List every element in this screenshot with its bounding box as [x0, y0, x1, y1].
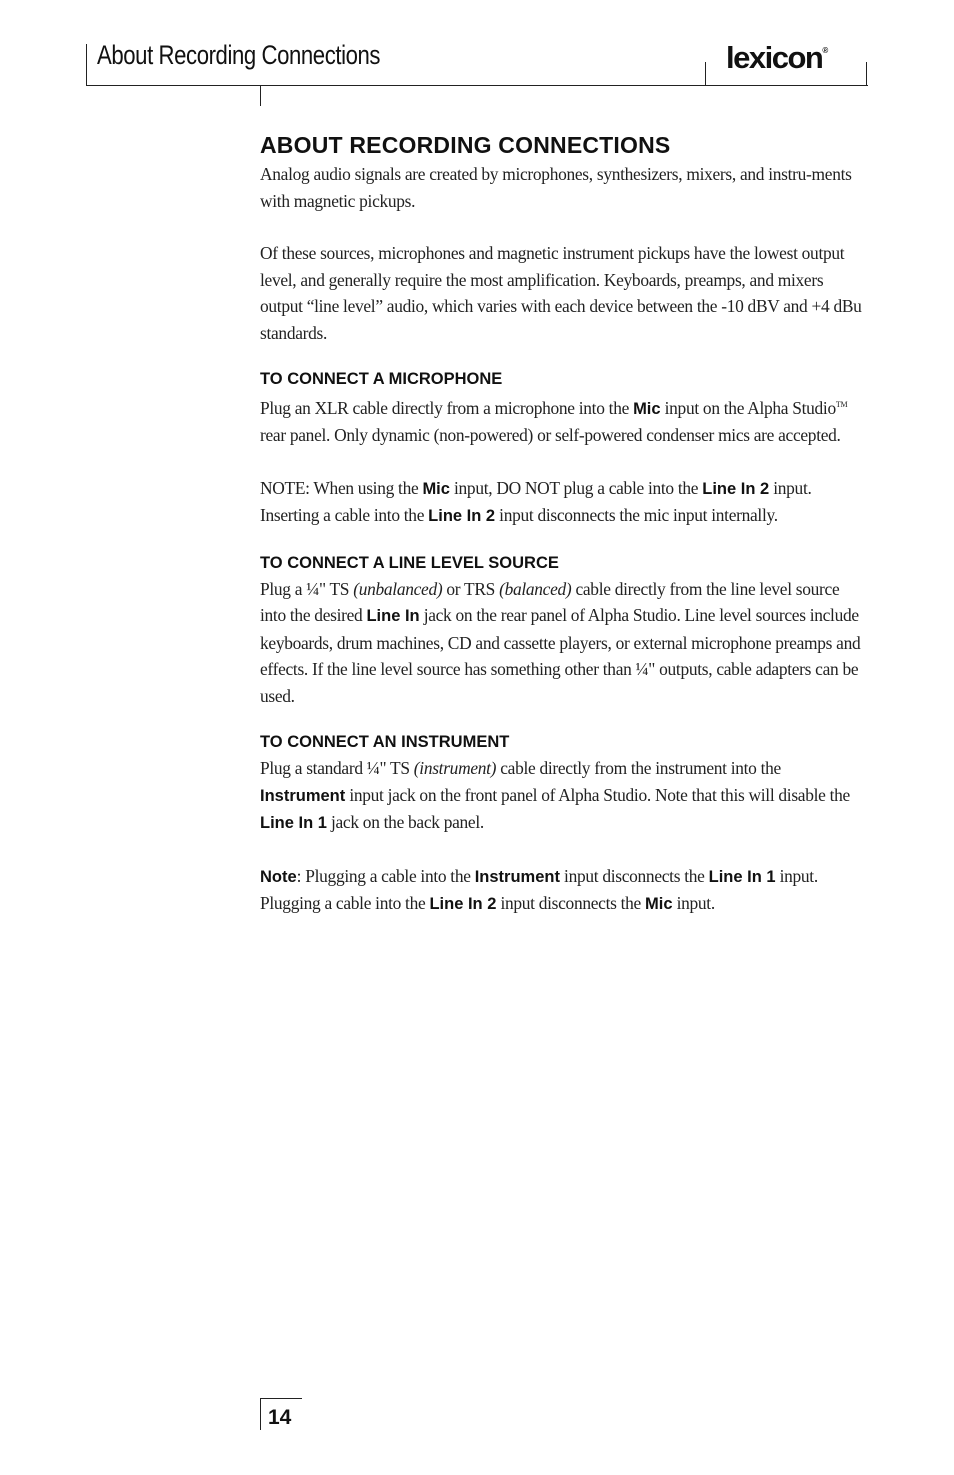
mic-label: Mic	[645, 895, 673, 914]
page-number: 14	[268, 1406, 292, 1429]
intro-paragraph-2: Of these sources, microphones and magnetic instrument pickups have the lowest output level, and generally require the most amplification. Keyboards, preamps, and mixers output “line level” audio, which varies with each device between the -10 dBV and +4 dBu standards.	[260, 243, 862, 343]
instrument-label: Instrument	[260, 786, 346, 805]
logo-text: lexicon	[726, 40, 823, 75]
line-in-1-label: Line In 1	[260, 814, 327, 833]
line-paragraph: Plug a ¼" TS (unbalanced) or TRS (balanced) cable directly from the line level source into the desired Line In jack on the rear panel of Alpha Studio. Line level sources include keyboards, drum machines, CD and cassette players, or external microphone preamps and effects. If the line level source has something other than ¼" outputs, cable adapters can be used.	[260, 578, 861, 706]
registered-mark: ®	[822, 46, 829, 55]
instrument-term: (instrument)	[413, 758, 497, 779]
line-in-2-label: Line In 2	[429, 895, 497, 914]
trademark-mark: TM	[835, 400, 848, 409]
instrument-note-paragraph: Note: Plugging a cable into the Instrument input disconnects the Line In 1 input. Plugging a cable into the Line In 2 input disconnects the Mic input.	[260, 865, 818, 914]
balanced-term: (balanced)	[499, 578, 572, 599]
line-in-2-label: Line In 2	[702, 479, 770, 498]
header-right-vertical-rule	[866, 62, 867, 86]
header-left-vertical-rule	[86, 44, 87, 86]
footer-left-rule	[260, 1398, 261, 1430]
instrument-paragraph: Plug a standard ¼" TS (instrument) cable directly from the instrument into the Instrument input jack on the front panel of Alpha Studio. Note that this will disable the Line In 1 jack on the back panel.	[260, 758, 850, 833]
mic-label: Mic	[422, 479, 450, 498]
line-in-label: Line In	[366, 607, 420, 626]
instrument-label: Instrument	[474, 867, 560, 886]
unbalanced-term: (unbalanced)	[353, 578, 443, 599]
note-label: Note	[260, 867, 297, 886]
line-in-2-label: Line In 2	[428, 507, 496, 526]
mic-label: Mic	[633, 399, 661, 418]
header-horizontal-rule	[86, 85, 868, 86]
running-header-title: About Recording Connections	[97, 40, 381, 70]
instrument-section-title: TO CONNECT AN INSTRUMENT	[260, 733, 510, 752]
lexicon-logo	[726, 40, 828, 76]
mic-paragraph: Plug an XLR cable directly from a microphone into the Mic input on the Alpha Studio™ rear panel. Only dynamic (non-powered) or self-powered condenser mics are accepted.	[260, 397, 848, 446]
content-tick-rule	[260, 86, 261, 106]
section-heading: ABOUT RECORDING CONNECTIONS	[260, 132, 671, 158]
mic-section-title: TO CONNECT A MICROPHONE	[260, 370, 503, 388]
line-section-title: TO CONNECT A LINE LEVEL SOURCE	[260, 553, 559, 572]
line-in-1-label: Line In 1	[708, 867, 776, 886]
footer-top-rule	[260, 1398, 302, 1399]
main-content	[260, 132, 865, 918]
header-logo-divider-rule	[705, 62, 706, 86]
mic-note-paragraph: NOTE: When using the Mic input, DO NOT plug a cable into the Line In 2 input. Inserting a cable into the Line In 2 input disconnects the mic input internally.	[260, 477, 812, 526]
intro-paragraph-1: Analog audio signals are created by microphones, synthesizers, mixers, and instru-ments with magnetic pickups.	[260, 164, 852, 211]
